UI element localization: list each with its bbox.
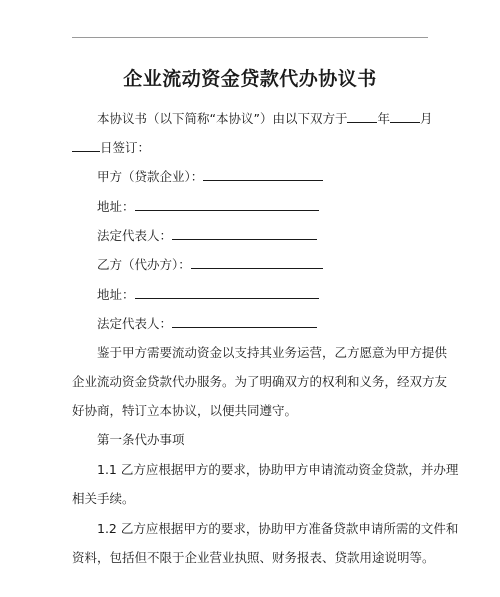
party-a-address-line: [97, 197, 319, 216]
party-a-label: 甲方（贷款企业）：: [97, 169, 204, 184]
document-title: 企业流动资金贷款代办协议书: [123, 68, 377, 90]
party-b-blank: [191, 255, 323, 269]
paragraph-line: 鉴于甲方需要流动资金以支持其业务运营，乙方愿意为甲方提供: [97, 345, 448, 360]
year-label: 年: [377, 111, 390, 126]
month-label: 月: [419, 111, 433, 126]
legal-rep-label: 法定代表人：: [97, 228, 173, 243]
party-a-blank: [203, 167, 323, 181]
clause-line: 1.1 乙方应根据甲方的要求，协助甲方申请流动资金贷款，并办理: [97, 462, 459, 477]
party-b-label: 乙方（代办方）：: [97, 257, 191, 272]
intro-line-1: [97, 109, 432, 128]
clause-line: 1.2 乙方应根据甲方的要求，协助甲方准备贷款申请所需的文件和: [97, 521, 459, 536]
address-label: 地址：: [97, 199, 135, 214]
paragraph-line: 好协商，特订立本协议，以便共同遵守。: [72, 403, 298, 418]
day-blank: [72, 138, 100, 152]
paragraph-line: 企业流动资金贷款代办服务。为了明确双方的权利和义务，经双方友: [72, 374, 448, 389]
legal-rep-blank: [172, 314, 317, 328]
party-b-legal-rep-line: [97, 314, 317, 333]
intro-text: 本协议书（以下简称“本协议”）由以下双方于: [97, 111, 348, 126]
day-sign-text: 日签订：: [100, 140, 151, 155]
intro-line-2: [72, 138, 150, 157]
party-b-line: [97, 255, 323, 274]
party-a-line: [97, 167, 323, 186]
month-blank: [390, 109, 420, 123]
legal-rep-label: 法定代表人：: [97, 316, 173, 331]
party-b-address-line: [97, 285, 319, 304]
clause-line: 资料，包括但不限于企业营业执照、财务报表、贷款用途说明等。: [72, 550, 435, 565]
legal-rep-blank: [172, 226, 317, 240]
address-label: 地址：: [97, 287, 135, 302]
clause-line: 相关手续。: [72, 491, 135, 506]
top-rule: [72, 37, 428, 38]
section-heading: 第一条代办事项: [97, 432, 185, 447]
address-blank: [135, 285, 319, 299]
year-blank: [347, 109, 377, 123]
party-a-legal-rep-line: [97, 226, 317, 245]
address-blank: [135, 197, 319, 211]
